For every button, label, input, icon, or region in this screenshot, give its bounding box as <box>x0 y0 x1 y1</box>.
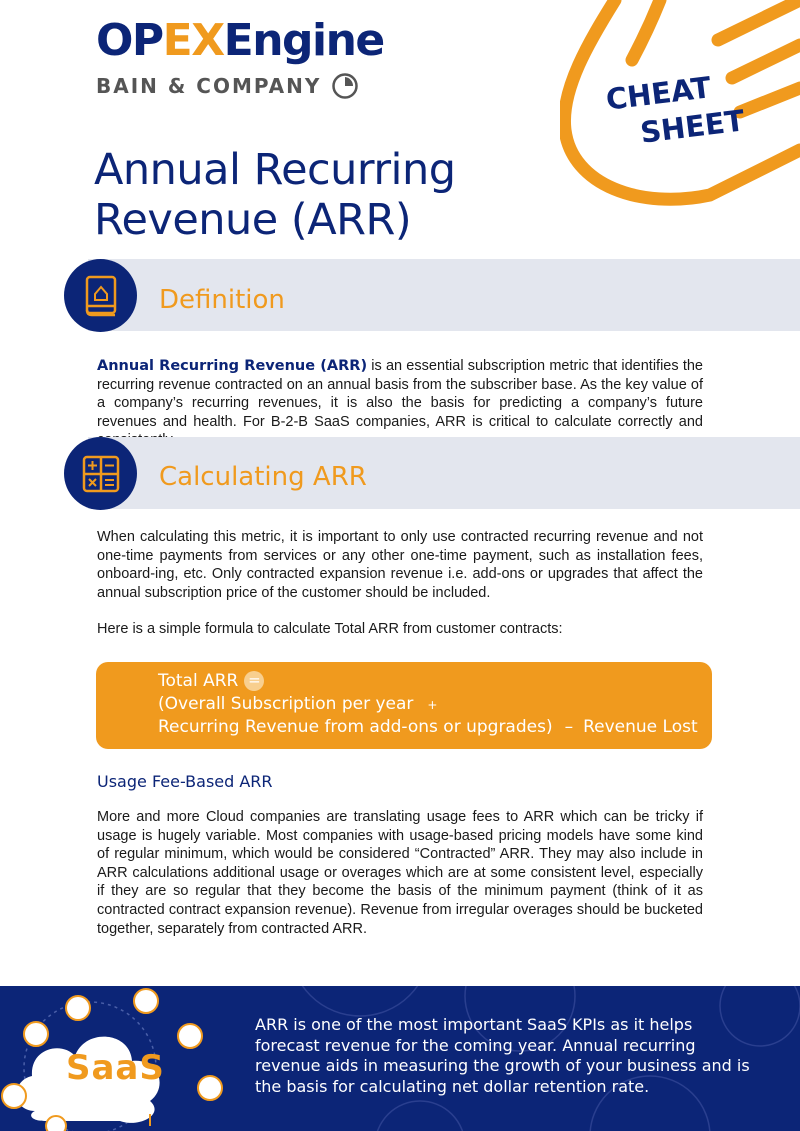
calculator-icon <box>81 454 121 494</box>
title-line-2: Revenue (ARR) <box>94 195 412 245</box>
footer-banner <box>0 986 800 1131</box>
footer-summary: ARR is one of the most important SaaS KPIs as it helps forecast revenue for the coming year. Annual recurring revenue aids in measuring the growth of your business and is the basis for calculating net dollar retention rate. <box>255 1015 750 1096</box>
equals-sign: = <box>244 671 264 691</box>
logo-subtitle <box>96 72 384 100</box>
usage-paragraph: More and more Cloud companies are translating usage fees to ARR which can be tricky if usage is hugely variable. Most companies with usage-based pricing models have some kind of regular minimum, which would be considered “Contracted” ARR. They may also include in ARR calculations additional usage or overages which are at some consistent level, especially if they are so regular that they become the basis of the minimum payment (think of it as contracted contract expansion revenue). Revenue from irregular overages should be bucketed together, separately from contracted ARR. <box>97 809 703 937</box>
usage-heading: Usage Fee-Based ARR <box>97 772 273 791</box>
logo-part-op: OP <box>96 15 163 66</box>
arr-formula-box <box>96 662 712 749</box>
page-title <box>94 145 456 245</box>
definition-body: is an essential subscription metric that identifies the recurring revenue contracted on an annual basis from the subscriber base. As the key value of a company’s recurring revenues, it is also the basis for predicting a company’s future revenues and health. For B-2-B SaaS companies, ARR is critical to calculate correctly and <box>97 358 703 430</box>
logo-subtitle-text: BAIN & COMPANY <box>96 74 322 98</box>
calculating-icon-circle <box>64 437 137 510</box>
badge-line-2: SHEET <box>638 103 747 150</box>
badge-line-1: CHEAT <box>604 70 713 117</box>
calculating-paragraph: When calculating this metric, it is important to only use contracted recurring revenue and not one-time payments from services or any other one-time payment, such as installation fees, onboard-ing, etc. Only contracted expansion revenue i.e. add-ons or upgrades that affect the annual subscription price of the customer should be included. <box>97 529 703 601</box>
saas-cloud-label: SaaS <box>66 1048 165 1088</box>
definition-heading: Definition <box>159 285 285 315</box>
formula-addons: Recurring Revenue from add-ons or upgrades) <box>158 717 553 737</box>
title-line-1: Annual Recurring <box>94 145 456 195</box>
calculating-heading: Calculating ARR <box>159 462 367 492</box>
logo-wordmark <box>96 15 384 66</box>
formula-line-2 <box>158 693 712 717</box>
formula-intro: Here is a simple formula to calculate Total ARR from customer contracts: <box>97 621 563 637</box>
formula-revenue-lost: Revenue Lost <box>583 717 698 737</box>
logo-part-engine: Engine <box>223 15 384 66</box>
formula-line-1 <box>158 670 712 693</box>
bain-circle-icon <box>331 72 359 100</box>
formula-line-3 <box>158 716 712 739</box>
book-icon <box>81 274 121 318</box>
definition-lead-term: Annual Recurring Revenue (ARR) <box>97 358 368 374</box>
formula-subscription: (Overall Subscription per year <box>158 693 414 714</box>
formula-total-arr: Total ARR <box>158 671 239 691</box>
opexengine-logo <box>96 15 384 100</box>
logo-part-ex: EX <box>162 15 224 66</box>
plus-sign: + <box>427 697 438 712</box>
minus-sign: – <box>564 717 574 737</box>
definition-icon-circle <box>64 259 137 332</box>
